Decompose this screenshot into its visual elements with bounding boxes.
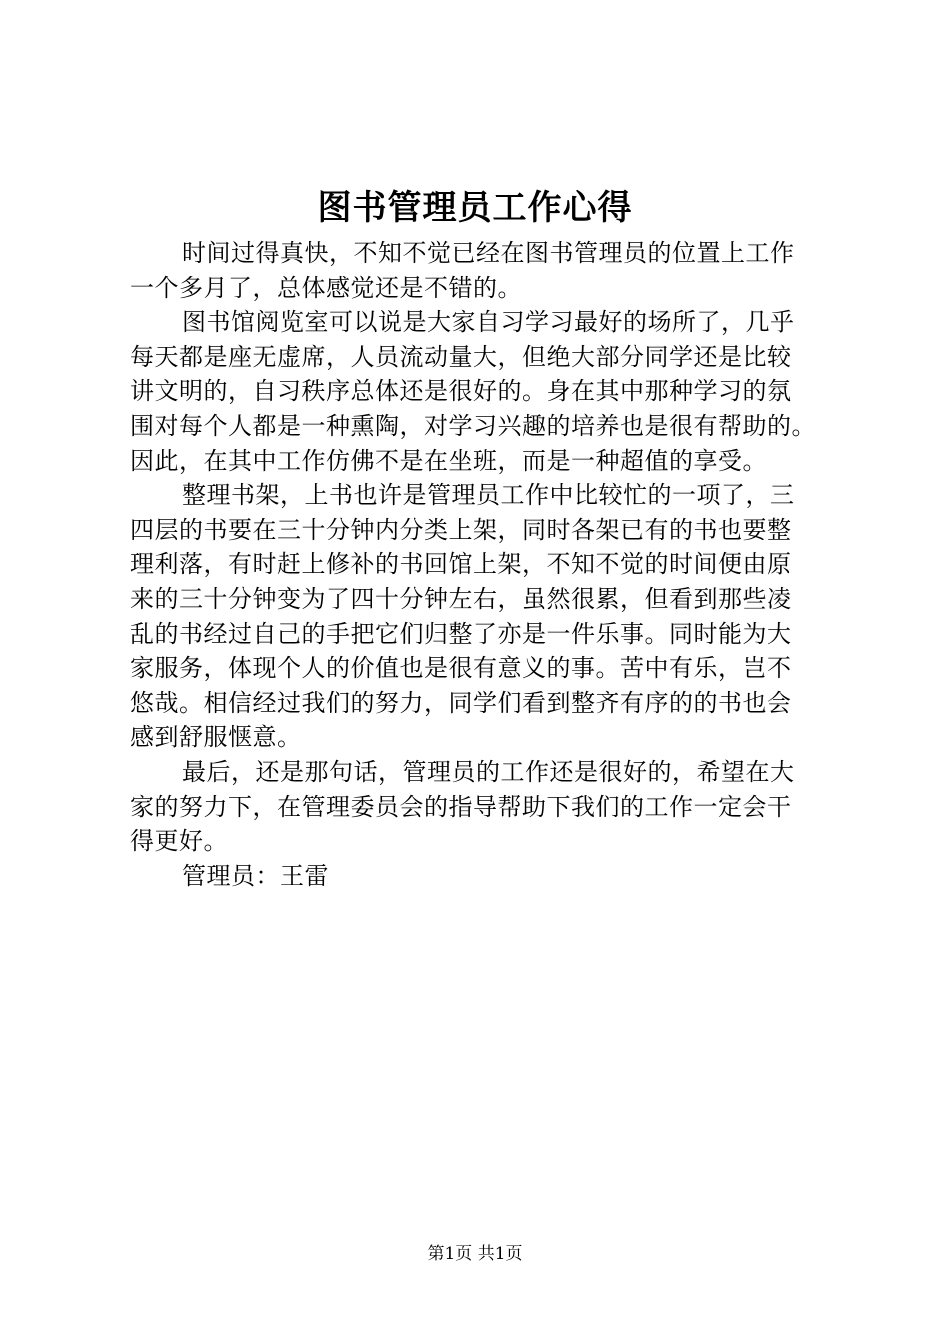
paragraph-line: 乱的书经过自己的手把它们归整了亦是一件乐事。同时能为大 <box>130 619 792 648</box>
signature-line: 管理员：王雷 <box>182 861 329 890</box>
paragraph-line: 每天都是座无虚席，人员流动量大，但绝大部分同学还是比较 <box>130 342 792 371</box>
paragraph-line: 来的三十分钟变为了四十分钟左右，虽然很累，但看到那些凌 <box>130 584 792 613</box>
paragraph-line: 得更好。 <box>130 827 228 856</box>
paragraph-line: 最后，还是那句话，管理员的工作还是很好的，希望在大 <box>182 757 795 786</box>
paragraph-line: 整理书架，上书也许是管理员工作中比较忙的一项了，三 <box>182 481 795 510</box>
paragraph-line: 围对每个人都是一种熏陶，对学习兴趣的培养也是很有帮助的。 <box>130 411 816 440</box>
paragraph-line: 四层的书要在三十分钟内分类上架，同时各架已有的书也要整 <box>130 515 792 544</box>
paragraph-line: 感到舒服惬意。 <box>130 723 302 752</box>
paragraph-line: 家的努力下，在管理委员会的指导帮助下我们的工作一定会干 <box>130 792 792 821</box>
paragraph-line: 讲文明的，自习秩序总体还是很好的。身在其中那种学习的氛 <box>130 377 792 406</box>
paragraph-line: 因此，在其中工作仿佛不是在坐班，而是一种超值的享受。 <box>130 446 767 475</box>
document-title: 图书管理员工作心得 <box>317 188 633 228</box>
paragraph-line: 时间过得真快，不知不觉已经在图书管理员的位置上工作 <box>182 239 795 267</box>
paragraph-line: 悠哉。相信经过我们的努力，同学们看到整齐有序的的书也会 <box>130 688 792 717</box>
paragraph-line: 一个多月了，总体感觉还是不错的。 <box>130 273 522 302</box>
paragraph-line: 家服务，体现个人的价值也是很有意义的事。苦中有乐，岂不 <box>130 654 792 683</box>
document-body <box>130 236 835 893</box>
page-footer: 第1页 共1页 <box>427 1244 523 1264</box>
paragraph-line: 图书馆阅览室可以说是大家自习学习最好的场所了，几乎 <box>182 308 795 337</box>
paragraph-line: 理利落，有时赶上修补的书回馆上架，不知不觉的时间便由原 <box>130 550 792 579</box>
